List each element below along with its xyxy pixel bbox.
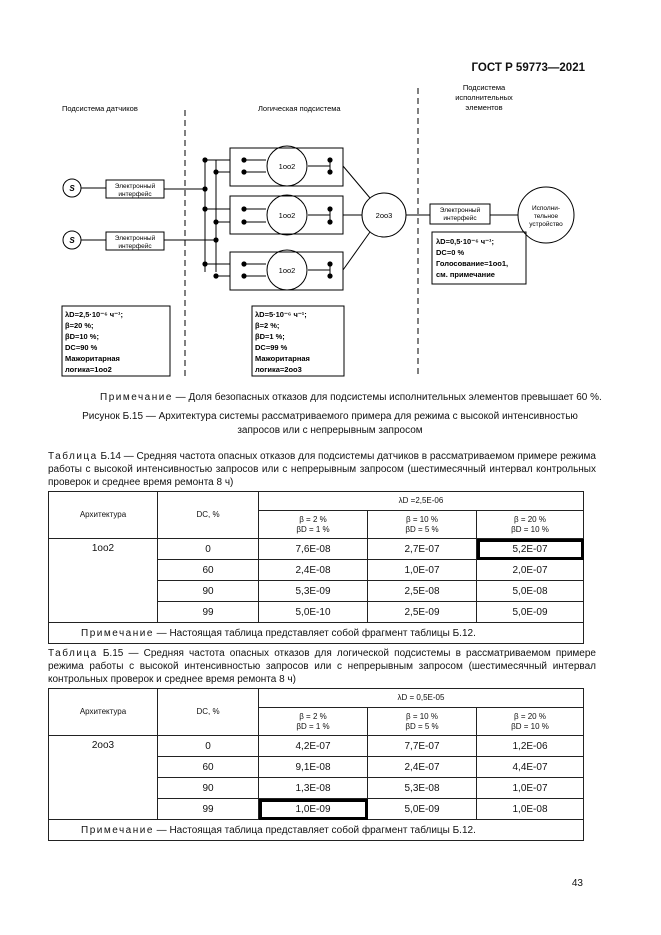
- svg-text:Голосование=1oo1,: Голосование=1oo1,: [436, 259, 509, 268]
- svg-text:Электронный: Электронный: [439, 207, 481, 214]
- table15-caption: Таблица Б.15 — Средняя частота опасных отказов для логической подсистемы в рассматриваемом примере режима работы с высокой интенсивностью запросов или с непрерывным запросом (шестимесячный интервал контрольных проверок и среднее время ремонта 8 ч): [48, 648, 596, 685]
- table-row: 99 1,0E-09 5,0E-09 1,0E-08: [49, 799, 584, 820]
- sensor-1-symbol: S: [69, 184, 75, 193]
- svg-text:λD=0,5·10⁻⁶ ч⁻¹;: λD=0,5·10⁻⁶ ч⁻¹;: [436, 237, 495, 246]
- table15: Архитектура DC, % λD = 0,5E-05 β = 2 % βD = 1 % β = 10 % βD = 5 % β = 20 % βD = 10 % 2oo3 0 4,2E-07 7,7E-07 1,2E-06 60 9,1E-08 2,4E-07 4,4E-07 90 1,3E-08 5,3E-08 1,0E-07 99 1,0E-09 5,0E-09 1,0E-08 Примечание — Настоящая таблица представляет собой фрагмент таблицы Б.12.: [48, 688, 584, 841]
- svg-text:интерфейс: интерфейс: [118, 243, 152, 250]
- final-subsystem-label-3: элементов: [465, 103, 503, 112]
- table14-note: Примечание — Настоящая таблица представляет собой фрагмент таблицы Б.12.: [49, 623, 584, 644]
- svg-text:Мажоритарная: Мажоритарная: [255, 354, 310, 363]
- svg-text:λD=5·10⁻⁶ ч⁻¹;: λD=5·10⁻⁶ ч⁻¹;: [255, 310, 307, 319]
- sensor-subsystem-label: Подсистема датчиков: [62, 104, 138, 113]
- table-row: 99 5,0E-10 2,5E-09 5,0E-09: [49, 602, 584, 623]
- voter-block: 2oo3: [375, 211, 393, 220]
- svg-text:устройство: устройство: [529, 221, 563, 228]
- svg-text:DC=0 %: DC=0 %: [436, 248, 465, 257]
- svg-text:см. примечание: см. примечание: [436, 270, 495, 279]
- standard-header: ГОСТ Р 59773—2021: [471, 62, 585, 74]
- actuator-label-1: Исполни-: [531, 205, 561, 212]
- svg-text:DC=90 %: DC=90 %: [65, 343, 98, 352]
- logic-subsystem-label: Логическая подсистема: [258, 104, 341, 113]
- table-row: 1oo2 0 7,6E-08 2,7E-07 5,2E-07: [49, 539, 584, 560]
- table-row: 60 9,1E-08 2,4E-07 4,4E-07: [49, 757, 584, 778]
- svg-text:Электронный: Электронный: [114, 183, 156, 190]
- table-row: 2oo3 0 4,2E-07 7,7E-07 1,2E-06: [49, 736, 584, 757]
- svg-text:λD=2,5·10⁻⁶ ч⁻¹;: λD=2,5·10⁻⁶ ч⁻¹;: [65, 310, 124, 319]
- architecture-figure: [0, 0, 661, 390]
- sensor-2-symbol: S: [69, 236, 75, 245]
- page-number: 43: [571, 878, 583, 889]
- table14-caption: Таблица Б.14 — Средняя частота опасных отказов для подсистемы датчиков в рассматриваемом примере режима работы с высокой интенсивностью запросов или с непрерывным запросом (шестимесячный интервал контрольных проверок и среднее время ремонта 8 ч): [48, 451, 596, 488]
- svg-text:Электронный: Электронный: [114, 235, 156, 242]
- highlighted-cell: 1,0E-09: [259, 799, 368, 820]
- logic-channel-2: 1oo2: [278, 211, 296, 220]
- table-row: 60 2,4E-08 1,0E-07 2,0E-07: [49, 560, 584, 581]
- table-row: 90 5,3E-09 2,5E-08 5,0E-08: [49, 581, 584, 602]
- logic-channel-3: 1oo2: [278, 266, 296, 275]
- table-row: 90 1,3E-08 5,3E-08 1,0E-07: [49, 778, 584, 799]
- svg-text:логика=2oo3: логика=2oo3: [255, 365, 302, 374]
- svg-text:интерфейс: интерфейс: [118, 191, 152, 198]
- logic-channel-1: 1oo2: [278, 162, 296, 171]
- table14: Архитектура DC, % λD =2,5E-06 β = 2 % βD = 1 % β = 10 % βD = 5 % β = 20 % βD = 10 % 1oo2 0 7,6E-08 2,7E-07 5,2E-07 60 2,4E-08 1,0E-07 2,0E-07 90 5,3E-09 2,5E-08 5,0E-08 99 5,0E-10 2,5E-09 5,0E-09 Примечание — Настоящая таблица представляет собой фрагмент таблицы Б.12.: [48, 491, 584, 644]
- svg-text:β=20 %;: β=20 %;: [65, 321, 94, 330]
- svg-text:DC=99 %: DC=99 %: [255, 343, 288, 352]
- svg-text:интерфейс: интерфейс: [443, 215, 477, 222]
- svg-text:βD=10 %;: βD=10 %;: [65, 332, 99, 341]
- svg-text:Мажоритарная: Мажоритарная: [65, 354, 120, 363]
- table15-note: Примечание — Настоящая таблица представляет собой фрагмент таблицы Б.12.: [49, 820, 584, 841]
- highlighted-cell: 5,2E-07: [477, 539, 584, 560]
- svg-text:тельное: тельное: [533, 213, 559, 220]
- figure-note: Примечание — Доля безопасных отказов для подсистемы исполнительных элементов превышает 60 %.: [100, 392, 602, 403]
- svg-text:βD=1 %;: βD=1 %;: [255, 332, 285, 341]
- figure-caption: Рисунок Б.15 — Архитектура системы рассматриваемого примера для режима с высокой интенсивностью запросов или с непрерывным запросом: [82, 411, 578, 436]
- svg-text:β=2 %;: β=2 %;: [255, 321, 280, 330]
- svg-text:логика=1oo2: логика=1oo2: [65, 365, 112, 374]
- final-subsystem-label-1: Подсистема: [462, 83, 506, 92]
- final-subsystem-label-2: исполнительных: [455, 93, 513, 102]
